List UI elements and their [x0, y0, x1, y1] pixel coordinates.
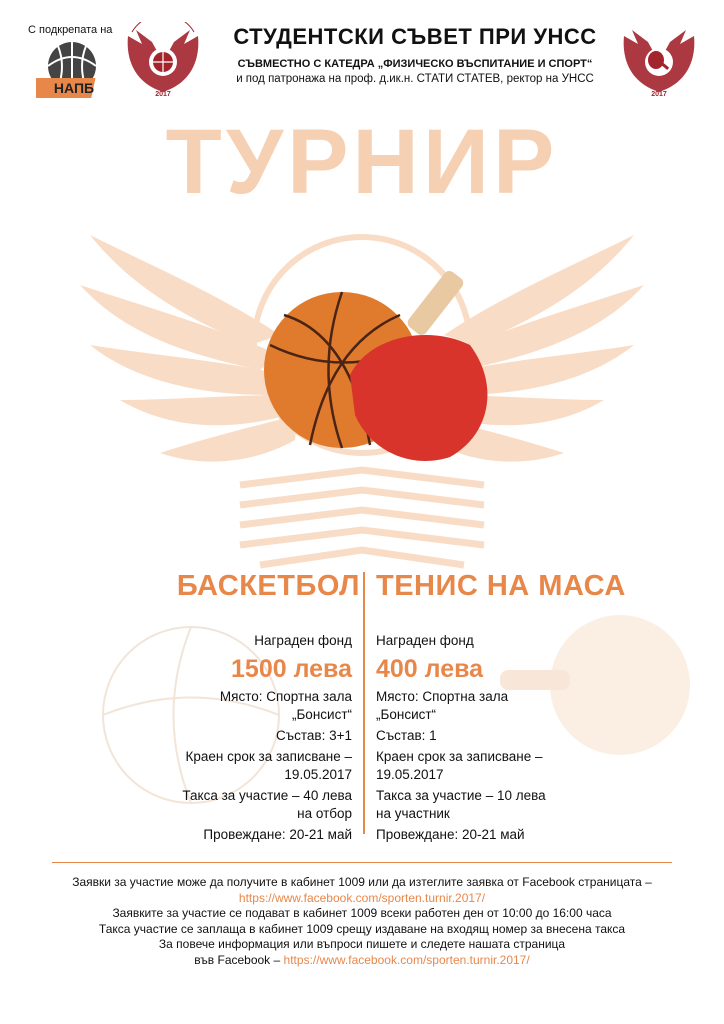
basketball-fee-line1: Такса за участие – 40 лева — [182, 788, 352, 803]
table-tennis-title: ТЕНИС НА МАСА — [376, 570, 626, 602]
facebook-link-2[interactable]: https://www.facebook.com/sporten.turnir.2017/ — [283, 952, 530, 967]
table-tennis-deadline-date: 19.05.2017 — [376, 767, 444, 782]
table-tennis-deadline-label: Краен срок за записване – — [376, 749, 543, 764]
footer-line-5-prefix: във Facebook – — [194, 952, 281, 967]
footer-line-2: Заявките за участие се подават в кабинет 1009 всеки работен ден от 10:00 до 16:00 часа — [112, 906, 612, 920]
basketball-team: Състав: 3+1 — [275, 728, 352, 743]
footer-info — [30, 875, 694, 968]
footer-line-3: Такса участие се заплаща в кабинет 1009 срещу издаване на входящ номер за внесена такса — [98, 921, 626, 936]
table-tennis-venue-line2: „Бонсист“ — [376, 707, 437, 722]
table-tennis-prize-label: Награден фонд — [376, 633, 474, 648]
table-tennis-details — [376, 632, 636, 847]
basketball-deadline-label: Краен срок за записване – — [185, 749, 352, 764]
column-divider — [363, 572, 365, 834]
basketball-fee-line2: на отбор — [297, 806, 352, 821]
footer-divider — [52, 862, 672, 863]
basketball-title: БАСКЕТБОЛ — [176, 570, 360, 602]
napb-logo — [36, 38, 108, 102]
basketball-dates: Провеждане: 20-21 май — [203, 827, 352, 842]
basketball-deadline-date: 19.05.2017 — [284, 767, 352, 782]
napb-logo-text: НАПБ — [53, 80, 95, 96]
basketball-venue-line2: „Бонсист“ — [291, 707, 352, 722]
table-tennis-prize-amount: 400 лева — [376, 655, 484, 683]
crest-right-year: 2017 — [651, 91, 667, 98]
facebook-link-1[interactable]: https://www.facebook.com/sporten.turnir.2017/ — [238, 890, 486, 905]
organizer-subtitle-1: СЪВМЕСТНО С КАТЕДРА „ФИЗИЧЕСКО ВЪСПИТАНИЕ И СПОРТ“ — [237, 58, 593, 70]
table-tennis-venue-line1: Място: Спортна зала — [376, 689, 509, 704]
crest-left-logo — [122, 22, 204, 100]
organizer-subtitle-2: и под патронажа на проф. д.ик.н. СТАТИ СТАТЕВ, ректор на УНСС — [236, 73, 594, 85]
tournament-title: ТУРНИР — [165, 111, 559, 213]
table-tennis-dates: Провеждане: 20-21 май — [376, 827, 525, 842]
organizer-title: СТУДЕНТСКИ СЪВЕТ ПРИ УНСС — [233, 24, 597, 49]
crest-right-logo — [618, 22, 700, 100]
footer-line-4: За повече информация или въпроси пишете и следете нашата страница — [158, 937, 566, 951]
crest-left-year: 2017 — [155, 91, 171, 98]
tournament-emblem — [70, 195, 654, 575]
table-tennis-fee-line1: Такса за участие – 10 лева — [376, 788, 546, 803]
table-tennis-team: Състав: 1 — [376, 728, 437, 743]
basketball-details — [130, 632, 352, 847]
table-tennis-fee-line2: на участник — [376, 806, 450, 821]
basketball-prize-label: Награден фонд — [254, 633, 352, 648]
basketball-prize-amount: 1500 лева — [231, 655, 352, 683]
basketball-venue-line1: Място: Спортна зала — [219, 689, 352, 704]
support-label: С подкрепата на — [28, 24, 113, 36]
footer-line-1: Заявки за участие може да получите в кабинет 1009 или да изтеглите заявка от Facebook страницата – — [72, 875, 652, 889]
